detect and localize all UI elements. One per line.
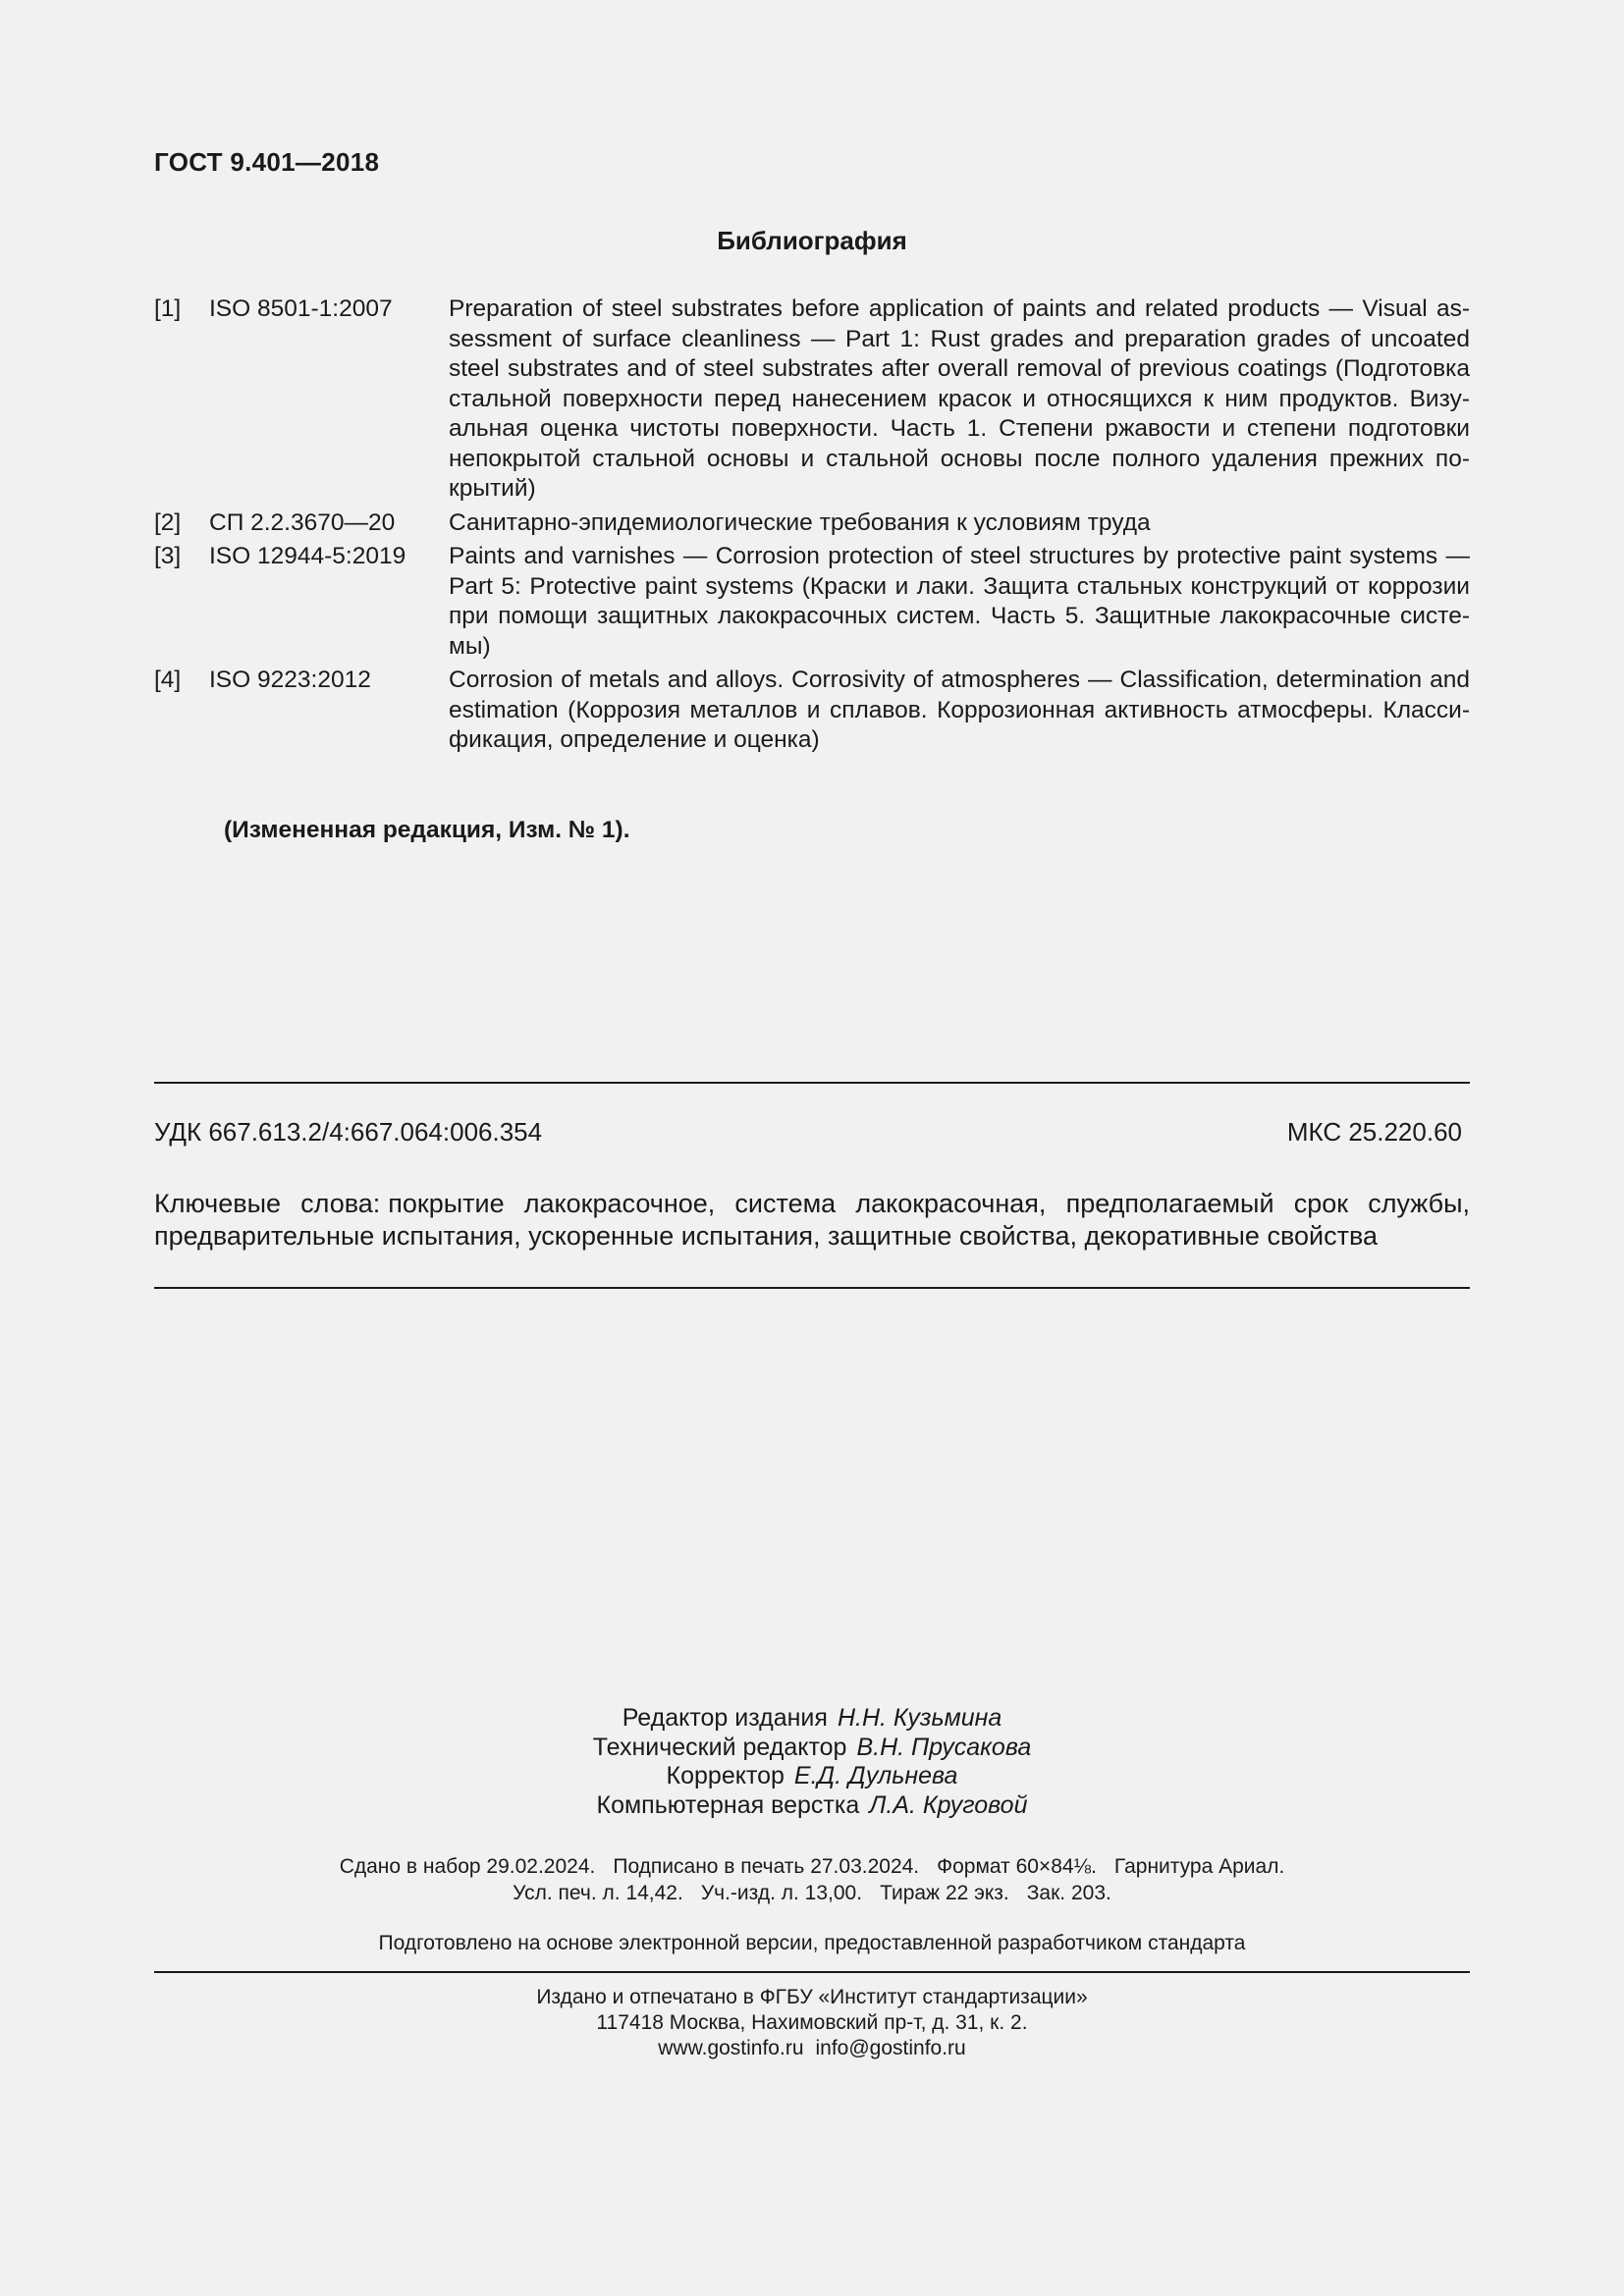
amendment-note: (Измененная редакция, Изм. № 1).: [224, 817, 630, 843]
print-sheets: Усл. печ. л. 14,42.: [513, 1882, 683, 1904]
divider: [154, 1971, 1470, 1973]
prepared-note: Подготовлено на основе электронной версии, предоставленной разработчиком стандарта: [378, 1932, 1246, 1954]
ref-code: ISO 12944-5:2019: [209, 543, 406, 569]
credit-role: Корректор: [666, 1762, 785, 1789]
bibliography-item: [154, 294, 1470, 505]
bibliography-item: [154, 542, 1470, 662]
typeface: Гарнитура Ариал.: [1113, 1855, 1285, 1878]
bibliography-title: Библиография: [717, 226, 907, 255]
divider: [154, 1287, 1470, 1289]
print-info: [0, 1853, 1624, 1906]
credits-block: [0, 1704, 1624, 1820]
ref-title: Corrosion of metals and alloys. Corrosivity of atmospheres — Classification, determination and estimation (Коррозия металлов и сплавов. Коррозионная активность атмосферы. Классификация, определение и оценка): [449, 667, 1470, 753]
publisher-email[interactable]: info@gostinfo.ru: [815, 2037, 966, 2059]
document-id: ГОСТ 9.401—2018: [154, 147, 380, 177]
ref-title: Санитарно-эпидемиологические требования к условиям труда: [449, 508, 1151, 536]
publisher-address: 117418 Москва, Нахимовский пр-т, д. 31, к. 2.: [596, 2011, 1028, 2034]
credit-name: Е.Д. Дульнева: [793, 1762, 958, 1789]
credit-role: Технический редактор: [592, 1733, 847, 1761]
ref-code: СП 2.2.3670—20: [209, 508, 396, 536]
credit-role: Компьютерная верстка: [596, 1790, 860, 1819]
keywords-text: покрытие лакокрасочное, система лакокрасочная, предполагаемый срок службы, предварительные испытания, ускоренные испытания, защитные свойства, декоративные свойства: [154, 1189, 1470, 1251]
ref-title: Paints and varnishes — Corrosion protection of steel structures by protective paint systems — Part 5: Protective paint systems (Краски и лаки. Защита стальных конструкций от коррозии при помощи защитных лакокрасочных систем. Часть 5. Защитные лакокрасочные системы): [449, 543, 1470, 660]
ref-code: ISO 8501-1:2007: [209, 295, 393, 322]
keywords: [154, 1188, 1470, 1253]
bibliography-list: [154, 294, 1470, 760]
print-run: Тираж 22 экз.: [880, 1882, 1009, 1904]
credit-line: [0, 1791, 1624, 1821]
print-info-line: [0, 1853, 1624, 1880]
paper-format: Формат 60×84⅛.: [937, 1855, 1097, 1878]
bibliography-item: [154, 508, 1470, 539]
print-info-line: [0, 1880, 1624, 1906]
publisher-website[interactable]: www.gostinfo.ru: [658, 2037, 804, 2059]
order-number: Зак. 203.: [1026, 1882, 1111, 1904]
divider: [154, 1082, 1470, 1084]
publisher-contacts: [0, 2036, 1624, 2061]
credit-name: Л.А. Круговой: [869, 1790, 1028, 1819]
credit-line: [0, 1734, 1624, 1763]
publisher-block: [0, 1985, 1624, 2061]
credit-name: Н.Н. Кузьмина: [837, 1704, 1002, 1732]
ref-number: [1]: [154, 295, 182, 322]
ref-code: ISO 9223:2012: [209, 667, 371, 693]
credit-name: В.Н. Прусакова: [856, 1733, 1032, 1761]
publisher-name: Издано и отпечатано в ФГБУ «Институт стандартизации»: [536, 1986, 1088, 2008]
bibliography-item: [154, 666, 1470, 756]
credit-role: Редактор издания: [622, 1704, 828, 1732]
typeset-date: Сдано в набор 29.02.2024.: [339, 1855, 596, 1878]
mks-code: МКС 25.220.60: [1286, 1117, 1462, 1147]
ref-number: [4]: [154, 667, 182, 693]
signed-date: Подписано в печать 27.03.2024.: [613, 1855, 920, 1878]
ref-title: Preparation of steel substrates before application of paints and related products — Visual assessment of surface cleanliness — Part 1: Rust grades and preparation grades of uncoated steel substrates and of steel substrates after overall removal of previous coatings (Подготовка стальной поверхности перед нанесением красок и относящихся к ним продуктов. Визуальная оценка чистоты поверхности. Часть 1. Степени ржавости и степени подготовки непокрытой стальной основы и стальной основы после полного удаления прежних покрытий): [449, 295, 1470, 502]
udk-code: УДК 667.613.2/4:667.064:006.354: [154, 1117, 543, 1147]
ref-number: [3]: [154, 543, 182, 569]
keywords-label: Ключевые слова:: [154, 1189, 381, 1218]
credit-line: [0, 1704, 1624, 1734]
publisher-sheets: Уч.-изд. л. 13,00.: [700, 1882, 863, 1904]
credit-line: [0, 1762, 1624, 1791]
ref-number: [2]: [154, 508, 182, 536]
